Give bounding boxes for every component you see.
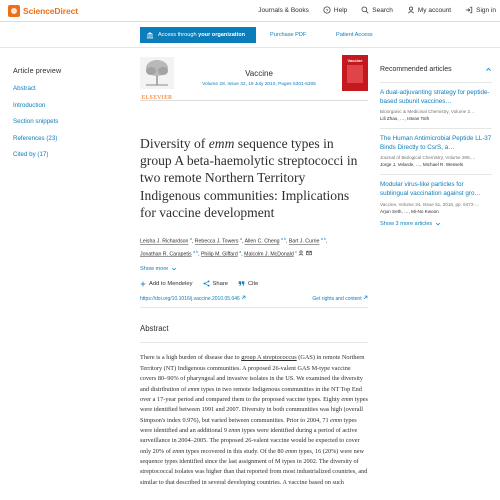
chevron-down-icon — [171, 266, 177, 272]
chevron-down-icon — [435, 221, 441, 227]
get-rights-link[interactable]: Get rights and content — [312, 295, 368, 302]
recommended-title-link[interactable]: Modular virus-like particles for sublingual vaccination against gro… — [380, 181, 481, 197]
search-label: Search — [372, 6, 393, 14]
account-icon — [407, 6, 415, 14]
elsevier-tree-icon — [140, 57, 174, 89]
recommended-title-link[interactable]: The Human Antimicrobial Peptide LL-37 Binds Directly to CsrS, a… — [380, 135, 492, 151]
show-more-articles-label: Show 3 more articles — [380, 220, 433, 227]
svg-text:?: ? — [325, 8, 329, 14]
access-bar — [0, 22, 500, 48]
person-icon[interactable] — [298, 250, 304, 256]
sidebar-item-section-snippets[interactable]: Section snippets — [13, 118, 59, 125]
recommended-source: Journal of Biological Chemistry, Volume 289,… — [380, 155, 476, 161]
external-link-icon — [363, 295, 368, 300]
article-outline-sidebar — [13, 66, 113, 168]
recommended-authors: Lili Zhao, …, Istvan Toth — [380, 116, 430, 122]
publisher-name: ELSEVIER — [141, 95, 173, 101]
help-label: Help — [333, 6, 348, 14]
author-link[interactable]: Jonathan R. Carapetis — [140, 251, 192, 258]
author-link[interactable]: Malcolm J. McDonald — [244, 251, 294, 258]
my-account-link[interactable] — [407, 6, 451, 14]
help-icon — [323, 6, 331, 14]
cite-label: Cite — [247, 280, 259, 287]
share-button[interactable] — [203, 280, 228, 287]
journal-title-link[interactable]: Vaccine — [245, 69, 273, 78]
sign-in-icon — [465, 6, 473, 14]
access-prefix: Access through — [158, 32, 199, 38]
add-to-mendeley-button[interactable] — [140, 281, 193, 287]
cover-title: Vaccine — [347, 58, 363, 63]
recommended-source: Vaccine, Volume 34, Issue 51, 2016, pp. 6472-… — [380, 201, 480, 207]
sidebar-item-cited-by[interactable]: Cited by (17) — [13, 151, 49, 158]
access-bold: your organization — [198, 32, 246, 38]
recommended-articles-panel — [380, 66, 492, 227]
brand-name: ScienceDirect — [23, 6, 78, 16]
sidebar-item-introduction[interactable]: Introduction — [13, 101, 46, 109]
abstract-heading: Abstract — [140, 324, 368, 343]
sidebar-title: Article preview — [13, 66, 62, 75]
cover-artwork — [347, 65, 363, 83]
help-link[interactable] — [323, 6, 347, 14]
author-link[interactable]: Bart J. Currie — [288, 238, 320, 245]
show-more-articles-button[interactable] — [380, 221, 492, 227]
elsevier-logo[interactable] — [140, 57, 174, 101]
top-nav — [244, 6, 496, 14]
cite-button[interactable] — [238, 280, 258, 287]
sign-in-label: Sign in — [476, 6, 496, 14]
patient-access-link[interactable]: Patient Access — [336, 32, 373, 38]
recommended-header[interactable] — [380, 66, 492, 73]
abstract-text: There is a high burden of disease due to group A streptococcus (GAS) in remote Northern Territory (NT) Indigenous communities. A proposed 26-valent GAS M-type vaccine covers 80–90% of pharyngeal and invasive isolates in the US. We examined the diversity and distribution of emm types in two remote Indigenous communities in the NT Top End over a 17-year period and compared them to the proposed vaccine types. Eighty emm types were identified between 1991 and 2007. Diversity in both communities was high (overall Simpson's index 0.976), but varied between communities. Prior to 2004, 71 emm types were identified and an additional 9 emm types were identified during a period of active surveillance in 2004–2005. The proposed 26-valent vaccine would be expected to cover only 20% of emm types recovered in this study. Of the 80 emm types, 16 (20%) were new sequence types identified since the last assignment of M types in 2002. The diversity of streptococcal isolates was higher than that reported from most industrialized countries, and similar to that described in several developing countries. A vaccine based on such — [140, 354, 368, 486]
mail-icon[interactable] — [306, 250, 312, 256]
article-links-row — [140, 295, 368, 308]
purchase-pdf-link[interactable]: Purchase PDF — [270, 32, 307, 38]
my-account-label: My account — [417, 6, 452, 14]
show-more-authors-button[interactable] — [140, 266, 368, 272]
journals-books-label: Journals & Books — [258, 6, 309, 14]
institution-icon — [146, 31, 154, 39]
doi-link[interactable]: https://doi.org/10.1016/j.vaccine.2010.05.046 — [140, 295, 246, 302]
author-link[interactable]: Philip M. Giffard — [200, 251, 238, 258]
journal-header — [140, 55, 368, 101]
top-bar — [0, 0, 500, 22]
sidebar-item-abstract[interactable]: Abstract — [13, 85, 36, 92]
author-link[interactable]: Allen C. Cheng — [244, 238, 280, 245]
journal-issue-link[interactable]: Volume 28, Issue 32, 19 July 2010, Pages 5301-5305 — [202, 82, 316, 87]
recommended-item — [380, 128, 492, 167]
show-more-label: Show more — [140, 266, 169, 273]
group-a-streptococcus-link[interactable]: group A streptococcus — [241, 354, 297, 362]
share-icon — [203, 280, 210, 287]
author-link[interactable]: Leisha J. Richardson — [140, 238, 189, 245]
elsevier-logo-icon — [8, 5, 20, 17]
add-to-mendeley-label: Add to Mendeley — [149, 280, 193, 287]
share-label: Share — [212, 280, 228, 287]
recommended-authors: Arjun Seth, …, Mi-No Kwoon — [380, 208, 439, 214]
recommended-heading: Recommended articles — [380, 66, 452, 73]
recommended-item — [380, 174, 492, 213]
recommended-source: Bioorganic & Medicinal Chemistry, Volume 2… — [380, 109, 475, 115]
recommended-authors: Jorge J. Velarde, …, Michael R. Wessels — [380, 162, 464, 168]
author-link[interactable]: Rebecca J. Towers — [194, 238, 239, 245]
author-list: Leisha J. Richardson $^a$, Rebecca J. Towers $^a$, Allen C. Cheng $^{a b}$, Bart J. Currie $^{a b}$, Jonathan R. Carapetis $^{a b}$, Philip M. Giffard $^a$, Malcolm J. McDonald $^c$ — [140, 237, 328, 258]
external-link-icon — [241, 295, 246, 300]
chevron-up-icon[interactable] — [485, 66, 492, 73]
recommended-item — [380, 82, 492, 121]
journal-cover-image[interactable] — [342, 55, 368, 91]
journals-books-link[interactable] — [258, 7, 309, 14]
article-title: Diversity of emm sequence types in group A beta-haemolytic streptococci in two remote Northern Territory Indigenous communities: Implications for vaccine development — [140, 136, 358, 220]
article-actions — [140, 280, 368, 287]
abstract-section — [140, 324, 368, 487]
sign-in-link[interactable] — [465, 6, 496, 14]
sidebar-item-references[interactable]: References (23) — [13, 134, 58, 142]
article-main — [140, 55, 368, 488]
search-icon — [361, 6, 369, 14]
plus-icon — [140, 281, 146, 287]
access-through-organization-button[interactable] — [140, 27, 256, 43]
search-link[interactable] — [361, 6, 393, 14]
quote-icon — [238, 280, 245, 287]
recommended-title-link[interactable]: A dual-adjuvanting strategy for peptide-based subunit vaccines… — [380, 89, 490, 105]
sciencedirect-logo[interactable] — [8, 5, 78, 17]
